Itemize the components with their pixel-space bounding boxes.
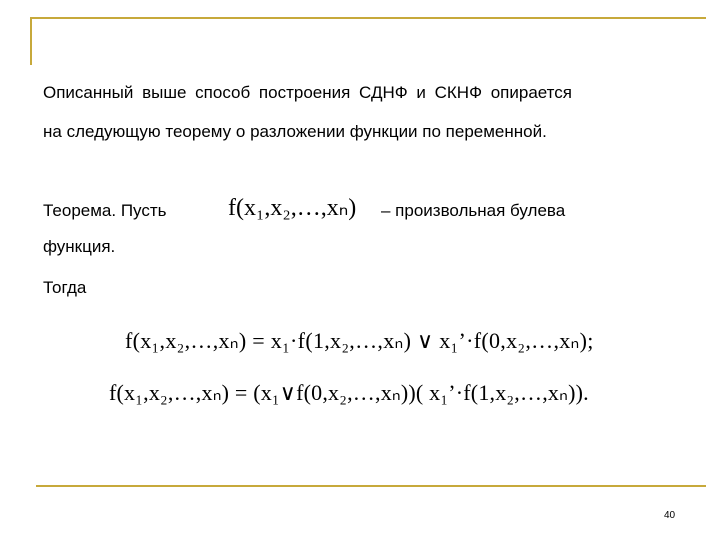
page-number: 40	[664, 510, 676, 521]
theorem-label: Теорема. Пусть	[43, 201, 167, 220]
intro-line-2: на следующую теорему о разложении функции по переменной.	[43, 122, 547, 141]
expansion-formula-dnf: f(x₁,x₂,…,xₙ) = x₁·f(1,x₂,…,xₙ) ∨ x₁’·f(0,x₂,…,xₙ);	[125, 328, 594, 353]
decorative-bottom-line	[36, 485, 706, 487]
intro-line-1: Описанный выше способ построения СДНФ и СКНФ опирается	[43, 83, 572, 102]
theorem-inline-formula: f(x₁,x₂,…,xₙ)	[228, 195, 357, 221]
theorem-description: – произвольная булева	[381, 201, 566, 220]
then-label: Тогда	[43, 278, 87, 297]
decorative-top-line	[30, 17, 706, 19]
decorative-left-line	[30, 17, 32, 65]
expansion-formula-cnf: f(x₁,x₂,…,xₙ) = (x₁∨f(0,x₂,…,xₙ))( x₁’·f(1,x₂,…,xₙ)).	[109, 380, 589, 405]
theorem-description-continued: функция.	[43, 237, 116, 256]
